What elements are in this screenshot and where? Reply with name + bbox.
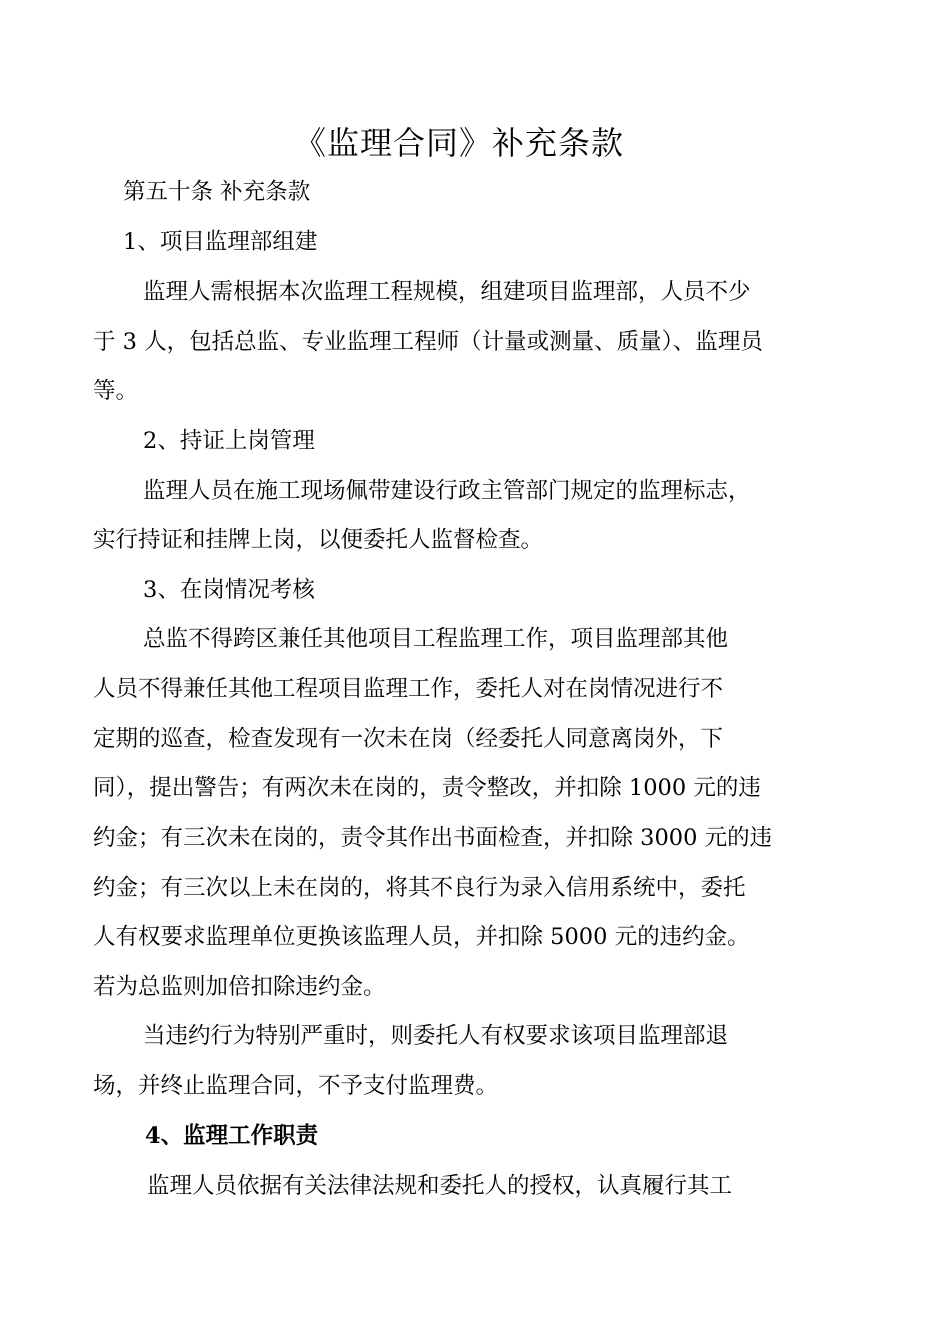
paragraph-line: 场，并终止监理合同，不予支付监理费。	[93, 1073, 499, 1099]
paragraph-line: 监理人员依据有关法律法规和委托人的授权，认真履行其工	[147, 1173, 733, 1199]
paragraph-line: 若为总监则加倍扣除违约金。	[93, 974, 386, 1000]
section-heading-4: 4、监理工作职责	[145, 1123, 319, 1149]
paragraph-line: 实行持证和挂牌上岗，以便委托人监督检查。	[93, 527, 544, 553]
paragraph-line: 约金；有三次未在岗的，责令其作出书面检查，并扣除 3000 元的违	[93, 825, 773, 851]
section-heading-2: 2、持证上岗管理	[143, 428, 315, 454]
paragraph-line: 等。	[93, 378, 139, 404]
article-heading: 第五十条 补充条款	[123, 179, 311, 205]
paragraph-line: 约金；有三次以上未在岗的，将其不良行为录入信用系统中，委托	[93, 875, 746, 901]
document-title: 《监理合同》补充条款	[293, 124, 624, 162]
section-heading-1: 1、项目监理部组建	[123, 229, 318, 255]
paragraph-line: 当违约行为特别严重时，则委托人有权要求该项目监理部退	[143, 1023, 729, 1049]
paragraph-line: 总监不得跨区兼任其他项目工程监理工作，项目监理部其他	[143, 626, 729, 652]
paragraph-line: 监理人需根据本次监理工程规模，组建项目监理部，人员不少	[143, 279, 751, 305]
paragraph-line: 监理人员在施工现场佩带建设行政主管部门规定的监理标志，	[143, 478, 751, 504]
paragraph-line: 同），提出警告；有两次未在岗的，责令整改，并扣除 1000 元的违	[93, 775, 761, 801]
paragraph-line: 于 3 人，包括总监、专业监理工程师（计量或测量、质量）、监理员	[93, 329, 763, 355]
section-heading-3: 3、在岗情况考核	[143, 577, 315, 603]
paragraph-line: 人有权要求监理单位更换该监理人员，并扣除 5000 元的违约金。	[93, 924, 750, 950]
paragraph-line: 定期的巡查，检查发现有一次未在岗（经委托人同意离岗外，下	[93, 726, 724, 752]
paragraph-line: 人员不得兼任其他工程项目监理工作，委托人对在岗情况进行不	[93, 676, 724, 702]
